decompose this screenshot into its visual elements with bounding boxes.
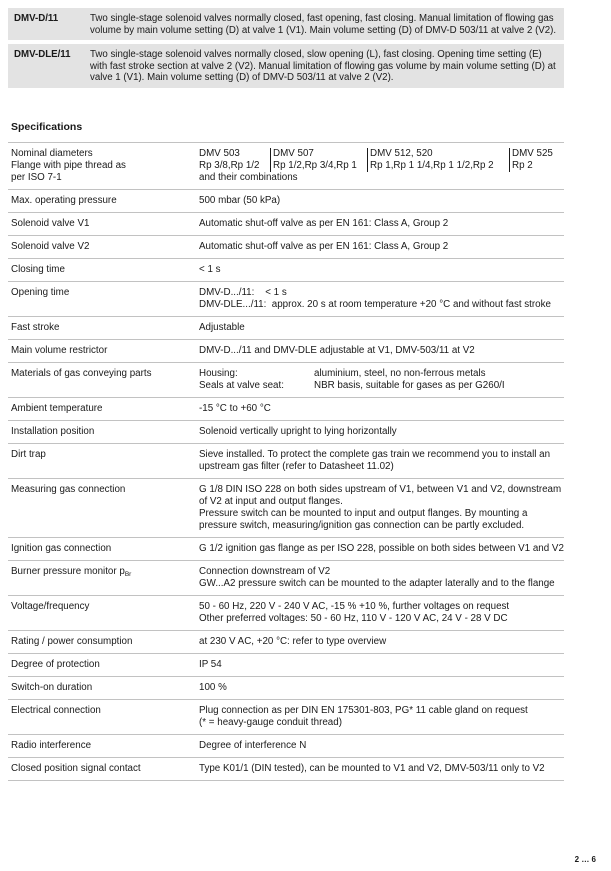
materials-grid: [199, 368, 564, 392]
spec-label: Closed position signal contact: [11, 763, 141, 774]
diameter-model: DMV 503: [199, 148, 240, 159]
spec-row-solenoid-v1: [8, 213, 564, 236]
diameter-grid: [199, 148, 564, 172]
variant-code: DMV-D/11: [14, 13, 59, 24]
spec-value: [199, 484, 564, 532]
spec-row-solenoid-v2: [8, 236, 564, 259]
spec-label: Installation position: [11, 426, 95, 437]
housing-key: Housing:: [199, 368, 238, 379]
spec-value: Degree of interference N: [199, 740, 307, 751]
variant-dmv-d: [8, 8, 564, 40]
spec-value: Sieve installed. To protect the complete gas train we recommend you to install an upstream gas filter (refer to Datasheet 11.02): [199, 449, 551, 472]
spec-label: Solenoid valve V1: [11, 218, 90, 229]
spec-value: Automatic shut-off valve as per EN 161: Class A, Group 2: [199, 241, 449, 252]
spec-value: at 230 V AC, +20 °C: refer to type overview: [199, 636, 387, 647]
spec-value: Solenoid vertically upright to lying horizontally: [199, 426, 397, 437]
diameter-thread: Rp 1,Rp 1 1/4,Rp 1 1/2,Rp 2: [370, 160, 494, 171]
variant-list: [8, 8, 564, 92]
spec-label: Fast stroke: [11, 322, 60, 333]
diameter-col-512-520: [367, 148, 509, 172]
specifications-table: [8, 142, 564, 781]
measuring-paragraph-2: Pressure switch can be mounted to input and output flanges. By mounting a pressure switch, measuring/ignition gas connection can be partly excluded.: [199, 508, 528, 531]
spec-row-materials: [8, 363, 564, 398]
diameter-thread: Rp 1/2,Rp 3/4,Rp 1: [273, 160, 357, 171]
spec-label: Electrical connection: [11, 705, 101, 716]
burner-label-subscript: Br: [124, 571, 132, 578]
spec-value: [199, 287, 564, 311]
spec-label: Opening time: [11, 287, 70, 298]
spec-value: [199, 566, 564, 590]
electrical-line-1: Plug connection as per DIN EN 175301-803, PG* 11 cable gland on request: [199, 705, 528, 716]
spec-row-electrical-connection: [8, 700, 564, 735]
spec-row-dirt-trap: [8, 444, 564, 479]
variant-code: DMV-DLE/11: [14, 49, 71, 60]
spec-row-ignition-gas-connection: [8, 538, 564, 561]
spec-row-measuring-gas-connection: [8, 479, 564, 538]
spec-value: [199, 148, 564, 184]
spec-value: -15 °C to +60 °C: [199, 403, 271, 414]
spec-label: [11, 566, 199, 590]
spec-row-radio-interference: [8, 735, 564, 758]
spec-label: Nominal diameters Flange with pipe thread as per ISO 7-1: [11, 148, 126, 183]
spec-value: IP 54: [199, 659, 222, 670]
spec-value: DMV-D.../11 and DMV-DLE adjustable at V1, DMV-503/11 at V2: [199, 345, 475, 356]
burner-line-1: Connection downstream of V2: [199, 566, 331, 577]
voltage-line-2: Other preferred voltages: 50 - 60 Hz, 110 V - 120 V AC, 24 V - 28 V DC: [199, 613, 508, 624]
variant-description: Two single-stage solenoid valves normally closed, fast opening, fast closing. Manual limitation of flowing gas volume by main volume setting (D) at valve 1 (V1). Main volume setting (D) of DMV-D 503/11 at valve 2 (V2).: [90, 13, 557, 36]
page-number: 2 … 6: [574, 855, 596, 864]
spec-row-ambient-temperature: [8, 398, 564, 421]
diameter-thread: Rp 2: [512, 160, 533, 171]
spec-row-voltage-frequency: [8, 596, 564, 631]
spec-row-closing-time: [8, 259, 564, 282]
diameter-col-503: [199, 148, 270, 172]
spec-label: Closing time: [11, 264, 65, 275]
diameter-combinations: and their combinations: [199, 172, 298, 183]
spec-row-nominal-diameters: [8, 142, 564, 190]
spec-label: Dirt trap: [11, 449, 46, 460]
seals-key: Seals at valve seat:: [199, 380, 284, 391]
spec-label: Degree of protection: [11, 659, 100, 670]
spec-label: Main volume restrictor: [11, 345, 108, 356]
spec-label: Voltage/frequency: [11, 601, 90, 612]
spec-label: Max. operating pressure: [11, 195, 117, 206]
spec-label: Measuring gas connection: [11, 484, 126, 495]
spec-row-main-volume-restrictor: [8, 340, 564, 363]
diameter-thread: Rp 3/8,Rp 1/2: [199, 160, 260, 171]
opening-time-dle: DMV-DLE.../11: approx. 20 s at room temperature +20 °C and without fast stroke: [199, 299, 551, 310]
spec-value: < 1 s: [199, 264, 221, 275]
spec-row-installation-position: [8, 421, 564, 444]
spec-row-degree-of-protection: [8, 654, 564, 677]
spec-row-switch-on-duration: [8, 677, 564, 700]
diameter-model: DMV 512, 520: [370, 148, 433, 159]
measuring-paragraph-1: G 1/8 DIN ISO 228 on both sides upstream of V1, between V1 and V2, downstream of V2 at input and output flanges.: [199, 484, 562, 507]
diameter-model: DMV 525: [512, 148, 553, 159]
voltage-line-1: 50 - 60 Hz, 220 V - 240 V AC, -15 % +10 %, further voltages on request: [199, 601, 510, 612]
spec-value: G 1/2 ignition gas flange as per ISO 228, possible on both sides between V1 and V2: [199, 543, 564, 554]
electrical-line-2: (* = heavy-gauge conduit thread): [199, 717, 342, 728]
spec-label: Materials of gas conveying parts: [11, 368, 152, 379]
variant-dmv-dle: [8, 44, 564, 88]
specifications-heading: Specifications: [11, 121, 83, 133]
spec-value: Type K01/1 (DIN tested), can be mounted to V1 and V2, DMV-503/11 only to V2: [199, 763, 545, 774]
spec-value: [199, 601, 564, 625]
variant-description: Two single-stage solenoid valves normally closed, slow opening (L), fast closing. Opening time setting (E) with fast stroke section at valve 2 (V2). Manual limitation of flowing gas volume by main volume setting (D) at valve 1 (V1). Main volume setting (D) of DMV-D 503/11 at valve 2 (V2).: [90, 49, 556, 83]
diameter-col-525: [509, 148, 563, 172]
spec-label: Ambient temperature: [11, 403, 103, 414]
spec-row-closed-position-signal: [8, 758, 564, 781]
diameter-col-507: [270, 148, 367, 172]
spec-row-rating: [8, 631, 564, 654]
spec-row-fast-stroke: [8, 317, 564, 340]
seals-value: NBR basis, suitable for gases as per G260/I: [314, 380, 505, 391]
spec-value: Automatic shut-off valve as per EN 161: Class A, Group 2: [199, 218, 449, 229]
spec-value: Adjustable: [199, 322, 245, 333]
spec-value: 500 mbar (50 kPa): [199, 195, 281, 206]
spec-row-opening-time: [8, 282, 564, 317]
spec-label: Switch-on duration: [11, 682, 93, 693]
spec-label: Solenoid valve V2: [11, 241, 90, 252]
spec-row-max-pressure: [8, 190, 564, 213]
spec-value: [199, 705, 564, 729]
spec-value: 100 %: [199, 682, 227, 693]
spec-label: Radio interference: [11, 740, 92, 751]
burner-label-text: Burner pressure monitor p: [11, 566, 125, 577]
opening-time-d: DMV-D.../11: < 1 s: [199, 287, 287, 298]
spec-value: [199, 368, 564, 392]
diameter-model: DMV 507: [273, 148, 314, 159]
spec-label: Ignition gas connection: [11, 543, 112, 554]
spec-label: Rating / power consumption: [11, 636, 133, 647]
burner-line-2: GW...A2 pressure switch can be mounted to the adapter laterally and to the flange: [199, 578, 555, 589]
housing-value: aluminium, steel, no non-ferrous metals: [314, 368, 486, 379]
spec-row-burner-pressure-monitor: [8, 561, 564, 596]
